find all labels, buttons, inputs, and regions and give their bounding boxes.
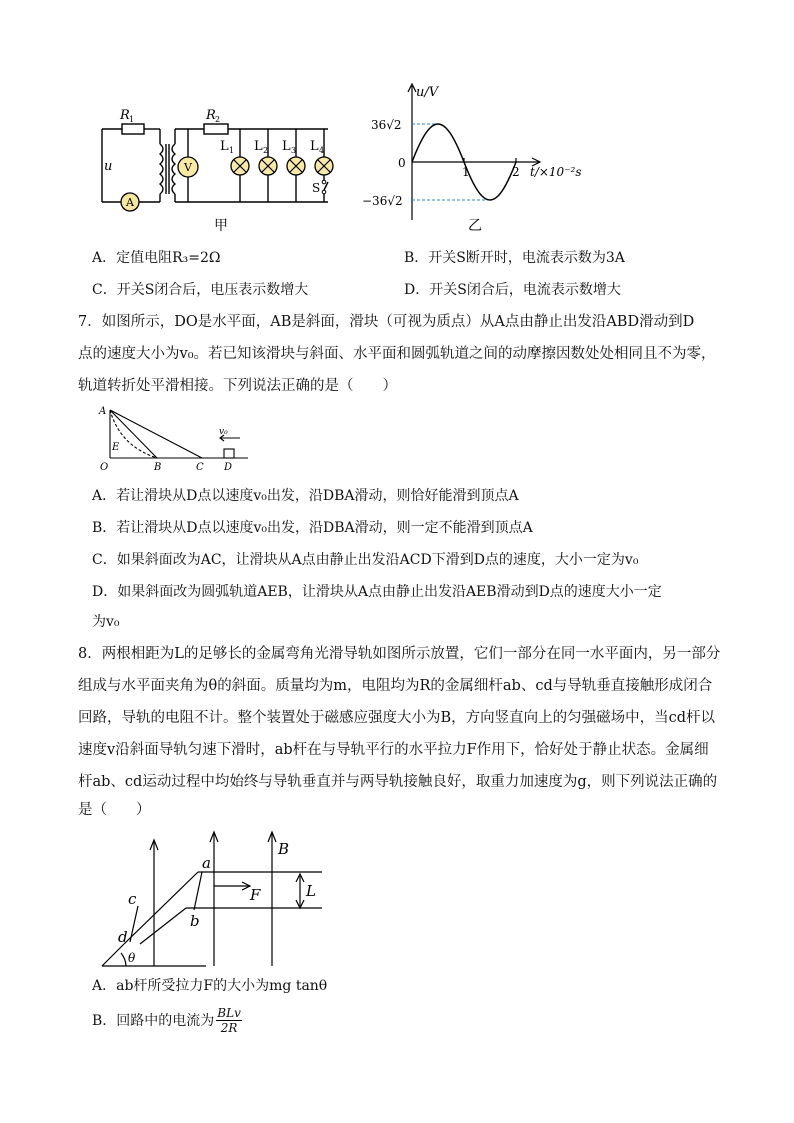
- figure-yi-caption: 乙: [468, 218, 482, 234]
- l4-sub: 4: [319, 146, 325, 155]
- l3-sub: 3: [291, 146, 297, 155]
- label-a: a: [202, 854, 211, 872]
- x-axis-label: t/×10⁻²s: [530, 165, 582, 179]
- q6-option-a: A．定值电阻R₃=2Ω: [92, 250, 221, 266]
- l2-label: L: [254, 139, 263, 154]
- point-o-label: O: [100, 462, 109, 473]
- label-b: b: [190, 912, 200, 930]
- r2-label: R: [206, 108, 216, 123]
- x-tick-1: 1: [462, 165, 470, 179]
- y-axis-label: u/V: [416, 85, 439, 100]
- voltmeter-label: V: [184, 161, 192, 174]
- q7-option-d-line-1: D．如果斜面改为圆弧轨道AEB，让滑块从A点由静止出发沿AEB滑动到D点的速度大小一定: [92, 584, 662, 600]
- point-e-label: E: [112, 442, 120, 453]
- q8-line-4: 速度v沿斜面导轨匀速下滑时，ab杆在与导轨平行的水平拉力F作用下，恰好处于静止状态。金属细: [78, 742, 709, 758]
- incline-figure: [92, 402, 252, 474]
- v0-label: v₀: [219, 427, 228, 437]
- point-c-label: C: [196, 462, 204, 473]
- l4-label: L: [310, 139, 319, 154]
- q8-line-6: 是（ ）: [78, 802, 151, 818]
- l3-label: L: [282, 139, 291, 154]
- q6-option-b: B．开关S断开时，电流表示数为3A: [404, 250, 625, 266]
- q7-option-a: A．若让滑块从D点以速度v₀出发，沿DBA滑动，则恰好能滑到顶点A: [92, 488, 519, 504]
- l1-sub: 1: [229, 146, 235, 155]
- u-label: u: [104, 159, 113, 174]
- q8-option-b-numerator: BLv: [217, 1006, 241, 1020]
- label-field-b: B: [278, 840, 290, 858]
- r1-sub: 1: [129, 115, 135, 124]
- y-min-label: −36√2: [362, 194, 403, 208]
- q8-line-1: 8．两根相距为L的足够长的金属弯角光滑导轨如图所示放置，它们一部分在同一水平面内，另一部分: [78, 646, 721, 662]
- q8-option-b: [92, 1006, 242, 1035]
- point-b-label: B: [154, 462, 162, 473]
- q7-line-1: 7．如图所示，DO是水平面，AB是斜面，滑块（可视为质点）从A点由静止出发沿ABD滑动到D: [78, 314, 695, 330]
- zero-label: 0: [398, 156, 406, 170]
- waveform-figure-yi: [360, 80, 610, 235]
- rail-figure: [96, 826, 336, 976]
- r2-sub: 2: [215, 115, 221, 124]
- circuit-figure-jia: [92, 104, 342, 234]
- l2-sub: 2: [263, 146, 269, 155]
- r1-label: R: [120, 108, 130, 123]
- q7-line-3: 轨道转折处平滑相接。下列说法正确的是（ ）: [78, 378, 397, 394]
- q7-option-c: C．如果斜面改为AC，让滑块从A点由静止出发沿ACD下滑到D点的速度，大小一定为v₀: [92, 552, 639, 568]
- q8-option-b-fraction: [216, 1006, 242, 1035]
- q7-line-2: 点的速度大小为v₀。若已知该滑块与斜面、水平面和圆弧轨道之间的动摩擦因数处处相同且不为零，: [78, 346, 716, 362]
- switch-label: S: [312, 181, 321, 195]
- q8-option-a: A．ab杆所受拉力F的大小为mg tanθ: [92, 978, 328, 994]
- label-l: L: [306, 882, 316, 900]
- l1-label: L: [220, 139, 229, 154]
- label-c: c: [128, 890, 137, 908]
- q6-option-d: D．开关S闭合后，电流表示数增大: [404, 282, 621, 298]
- point-a-label: A: [99, 406, 107, 417]
- y-max-label: 36√2: [371, 118, 402, 132]
- q8-option-b-denominator: 2R: [220, 1021, 238, 1035]
- label-d: d: [118, 928, 128, 946]
- q7-option-d-line-2: 为v₀: [92, 614, 120, 630]
- q7-option-b: B．若让滑块从D点以速度v₀出发，沿DBA滑动，则一定不能滑到顶点A: [92, 520, 533, 536]
- x-tick-2: 2: [512, 165, 520, 179]
- label-force-f: F: [250, 886, 261, 904]
- ammeter-label: A: [126, 196, 134, 209]
- q8-line-5: 杆ab、cd运动过程中均始终与导轨垂直并与两导轨接触良好，取重力加速度为g，则下列说法正确的: [78, 774, 718, 790]
- label-theta: θ: [128, 951, 136, 965]
- figure-jia-caption: 甲: [214, 218, 228, 234]
- q6-option-c: C．开关S闭合后，电压表示数增大: [92, 282, 309, 298]
- q8-option-b-prefix: B．回路中的电流为: [92, 1012, 215, 1029]
- q8-line-2: 组成与水平面夹角为θ的斜面。质量均为m，电阻均为R的金属细杆ab、cd与导轨垂直接触形成闭合: [78, 678, 713, 694]
- q8-line-3: 回路，导轨的电阻不计。整个装置处于磁感应强度大小为B，方向竖直向上的匀强磁场中，当cd杆以: [78, 710, 716, 726]
- point-d-label: D: [224, 462, 233, 473]
